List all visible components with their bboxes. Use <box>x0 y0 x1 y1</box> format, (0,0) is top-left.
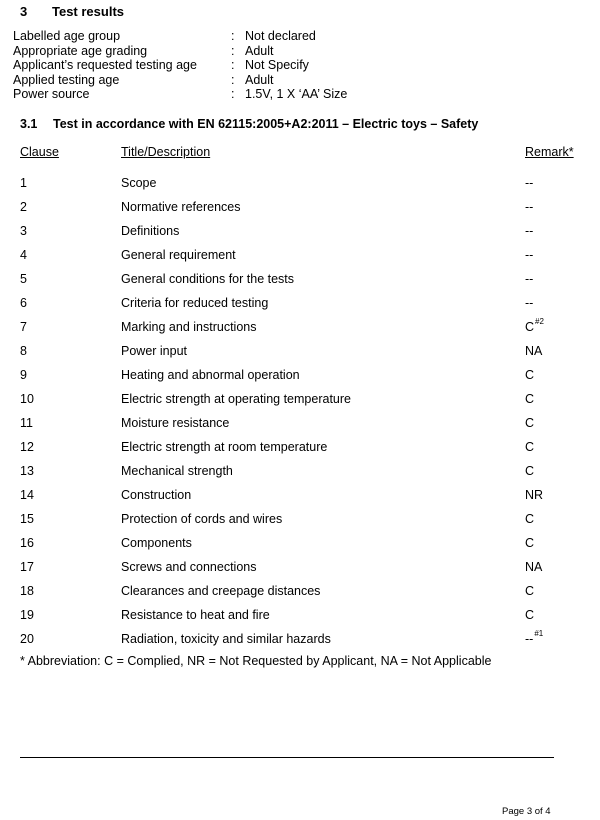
clause-number: 18 <box>20 584 34 598</box>
clause-table <box>0 171 600 651</box>
table-row <box>0 555 600 579</box>
info-label: Labelled age group <box>13 29 121 43</box>
clause-title: Heating and abnormal operation <box>121 368 300 382</box>
info-colon: : <box>231 29 235 43</box>
clause-title: Screws and connections <box>121 560 257 574</box>
clause-title: Electric strength at operating temperature <box>121 392 351 406</box>
remark-value: NA <box>525 560 543 574</box>
info-row <box>13 73 347 88</box>
info-value: 1.5V, 1 X ‘AA’ Size <box>245 87 348 102</box>
remark-value: C <box>525 608 535 622</box>
clause-number: 5 <box>20 272 27 286</box>
remark-value: NR <box>525 488 544 502</box>
clause-number: 1 <box>20 176 27 190</box>
clause-title: Power input <box>121 344 188 358</box>
remark-value: -- <box>525 272 534 286</box>
section-number: 3 <box>20 4 28 19</box>
table-row <box>0 219 600 243</box>
subsection-heading <box>20 117 478 131</box>
clause-remark <box>525 243 533 267</box>
clause-remark <box>525 603 534 627</box>
clause-remark <box>525 267 533 291</box>
clause-remark <box>525 315 544 339</box>
clause-title: Definitions <box>121 224 180 238</box>
table-row <box>0 267 600 291</box>
remark-value: C <box>525 512 535 526</box>
clause-remark <box>525 291 533 315</box>
clause-number: 17 <box>20 560 34 574</box>
info-value: Not Specify <box>245 58 309 73</box>
remark-footnote: #2 <box>535 317 544 326</box>
info-colon: : <box>231 87 235 102</box>
footer-rule <box>20 757 554 758</box>
info-row <box>13 58 347 73</box>
info-block <box>13 29 347 102</box>
subsection-number: 3.1 <box>20 117 38 131</box>
table-row <box>0 291 600 315</box>
clause-remark <box>525 219 533 243</box>
table-row <box>0 603 600 627</box>
info-value: Adult <box>245 72 274 87</box>
remark-value: C <box>525 536 535 550</box>
info-colon: : <box>231 58 235 73</box>
clause-remark <box>525 531 534 555</box>
remark-value: -- <box>525 296 534 310</box>
clause-remark <box>525 483 543 507</box>
info-row <box>13 87 347 102</box>
table-row <box>0 411 600 435</box>
remark-footnote: #1 <box>534 629 544 638</box>
table-row <box>0 507 600 531</box>
table-row <box>0 459 600 483</box>
remark-value: NA <box>525 344 543 358</box>
info-value: Adult <box>245 43 274 58</box>
clause-number: 16 <box>20 536 34 550</box>
clause-number: 20 <box>20 632 34 646</box>
remark-value: C <box>525 368 535 382</box>
remark-value: -- <box>525 200 534 214</box>
clause-number: 14 <box>20 488 34 502</box>
clause-title: General conditions for the tests <box>121 272 295 286</box>
clause-remark <box>525 555 542 579</box>
clause-number: 3 <box>20 224 27 238</box>
table-row <box>0 483 600 507</box>
table-row <box>0 435 600 459</box>
info-label: Appropriate age grading <box>13 43 148 58</box>
table-row <box>0 627 600 651</box>
table-row <box>0 195 600 219</box>
clause-number: 13 <box>20 464 34 478</box>
table-row <box>0 363 600 387</box>
info-colon: : <box>231 43 235 58</box>
clause-remark <box>525 387 534 411</box>
clause-remark <box>525 435 534 459</box>
clause-remark <box>525 459 534 483</box>
clause-number: 11 <box>20 416 33 430</box>
clause-remark <box>525 171 533 195</box>
header-title: Title/Description <box>121 145 211 159</box>
clause-title: Electric strength at room temperature <box>121 440 328 454</box>
remark-value: -- <box>525 176 534 190</box>
info-colon: : <box>231 72 235 87</box>
page-number: Page 3 of 4 <box>502 806 551 817</box>
clause-title: Criteria for reduced testing <box>121 296 269 310</box>
clause-remark <box>525 363 534 387</box>
clause-title: Resistance to heat and fire <box>121 608 270 622</box>
clause-number: 10 <box>20 392 34 406</box>
remark-value: -- <box>525 632 534 646</box>
table-row <box>0 579 600 603</box>
clause-title: Components <box>121 536 192 550</box>
abbreviation-note: * Abbreviation: C = Complied, NR = Not Requested by Applicant, NA = Not Applicable <box>20 654 492 668</box>
clause-number: 15 <box>20 512 34 526</box>
remark-value: C <box>525 392 535 406</box>
table-row <box>0 387 600 411</box>
remark-value: -- <box>525 248 534 262</box>
remark-value: C <box>525 416 535 430</box>
clause-title: Marking and instructions <box>121 320 257 334</box>
remark-value: C <box>525 464 535 478</box>
clause-title: Mechanical strength <box>121 464 233 478</box>
table-row <box>0 171 600 195</box>
info-label: Applicant’s requested testing age <box>13 58 197 73</box>
header-clause: Clause <box>20 145 59 159</box>
info-label: Power source <box>13 87 90 102</box>
subsection-title: Test in accordance with EN 62115:2005+A2:2011 – Electric toys – Safety <box>53 117 479 131</box>
clause-title: Normative references <box>121 200 241 214</box>
clause-number: 6 <box>20 296 27 310</box>
clause-title: Clearances and creepage distances <box>121 584 321 598</box>
info-row <box>13 29 347 44</box>
clause-number: 19 <box>20 608 34 622</box>
clause-remark <box>525 411 534 435</box>
clause-number: 12 <box>20 440 34 454</box>
remark-value: C <box>525 320 535 334</box>
clause-title: Construction <box>121 488 192 502</box>
table-row <box>0 531 600 555</box>
remark-value: C <box>525 440 535 454</box>
clause-title: Protection of cords and wires <box>121 512 283 526</box>
section-title: Test results <box>52 4 125 19</box>
remark-value: C <box>525 584 535 598</box>
clause-remark <box>525 507 534 531</box>
clause-title: Moisture resistance <box>121 416 230 430</box>
clause-title: General requirement <box>121 248 236 262</box>
info-label: Applied testing age <box>13 72 120 87</box>
clause-number: 9 <box>20 368 27 382</box>
clause-remark <box>525 339 542 363</box>
table-row <box>0 243 600 267</box>
info-value: Not declared <box>245 29 316 43</box>
clause-number: 8 <box>20 344 27 358</box>
clause-number: 4 <box>20 248 27 262</box>
clause-remark <box>525 627 543 651</box>
clause-remark <box>525 195 533 219</box>
table-row <box>0 339 600 363</box>
header-remark: Remark* <box>525 145 574 159</box>
section-heading <box>20 4 124 19</box>
clause-title: Radiation, toxicity and similar hazards <box>121 632 331 646</box>
table-row <box>0 315 600 339</box>
clause-remark <box>525 579 534 603</box>
clause-number: 7 <box>20 320 27 334</box>
info-row <box>13 44 347 59</box>
clause-number: 2 <box>20 200 27 214</box>
clause-title: Scope <box>121 176 157 190</box>
remark-value: -- <box>525 224 534 238</box>
